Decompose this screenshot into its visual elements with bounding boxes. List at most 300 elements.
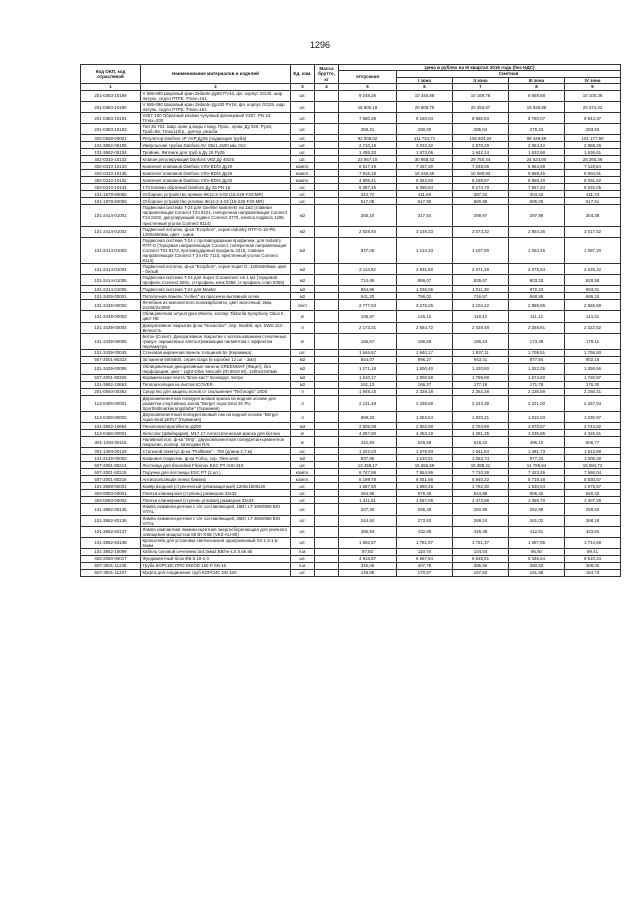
table-row [81, 333, 621, 349]
row-sales-price: 92 009,02 [339, 135, 397, 142]
table-row [81, 490, 621, 497]
row-zone-2-price: 2 243,38 [453, 395, 509, 411]
row-unit: шт. [291, 149, 315, 156]
table-row [81, 455, 621, 462]
row-zone-3-price: 505,32 [509, 490, 565, 497]
row-zone-3-price: 8 780,07 [509, 113, 565, 124]
row-unit: м2 [291, 237, 315, 263]
row-name: Sirnicolor (Швейцария), М17.17 Антистатическая краска для бетона [141, 430, 291, 437]
row-sales-price: 259,21 [339, 124, 397, 135]
row-sales-price: 346,06 [339, 562, 397, 569]
table-row [81, 191, 621, 198]
header-name: Наименование материалов и изделий [141, 65, 291, 84]
row-name: Ковровое покрытие, ф-ка Forbo, сер. Tiles wool [141, 455, 291, 462]
row-zone-2-price: 3 104,42 [453, 300, 509, 311]
row-zone-3-price: 6 346,54 [509, 555, 565, 562]
table-row [81, 264, 621, 275]
row-name: V 585-080 Шаровый кран Zeilante Ду100 PV16, фл. корпус GG25, шар латунь, седло PTFE, Tmax=151 [141, 101, 291, 112]
row-zone-3-price: 297,98 [509, 205, 565, 226]
row-code: 403-2060-00017 [81, 555, 141, 562]
row-mass [315, 333, 339, 349]
row-zone-4-price: 28 260,49 [565, 156, 621, 163]
row-sales-price: 484,95 [339, 490, 397, 497]
row-mass [315, 311, 339, 322]
price-table [80, 64, 621, 577]
row-zone-4-price: 7 119,54 [565, 163, 621, 170]
row-code: 402-0310-10133 [81, 163, 141, 170]
row-mass [315, 526, 339, 537]
row-zone-1-price: 1 579,93 [397, 448, 453, 455]
header-unit: Ед. изм. [291, 65, 315, 84]
row-zone-4-price: 283,93 [565, 124, 621, 135]
row-zone-2-price: 269,24 [453, 515, 509, 526]
row-zone-1-price: 1 500,40 [397, 363, 453, 374]
row-zone-4-price: 164,73 [565, 569, 621, 576]
row-zone-2-price: 3 073,32 [453, 226, 509, 237]
row-zone-4-price: 2 250,41 [565, 388, 621, 395]
row-zone-1-price: 2 328,18 [397, 388, 453, 395]
row-unit: м2 [291, 286, 315, 293]
row-mass [315, 490, 339, 497]
row-zone-1-price: 1 673,06 [397, 149, 453, 156]
row-zone-3-price: 4 236,85 [509, 430, 565, 437]
table-row [81, 497, 621, 504]
row-zone-2-price: 835,67 [453, 275, 509, 286]
row-mass [315, 374, 339, 381]
row-name: Антискользящая ленка бампер [141, 476, 291, 483]
table-row [81, 322, 621, 333]
row-zone-3-price: 1 322,05 [509, 363, 565, 374]
row-code: 201-0383-10190 [81, 101, 141, 112]
row-zone-2-price: 1 473,69 [453, 497, 509, 504]
table-row [81, 142, 621, 149]
row-name: Средство для защиты полов от скольжения "Technoglo" 2000 [141, 388, 291, 395]
row-zone-2-price: 10 169,76 [453, 90, 509, 101]
row-zone-4-price: 1 030,97 [565, 412, 621, 423]
row-code: 301-1494-00126 [81, 448, 141, 455]
table-row [81, 504, 621, 515]
row-zone-1-price: 8 150,04 [397, 113, 453, 124]
row-mass [315, 412, 339, 423]
row-name: Ковёр входной (ступенчатый грязезащитный) 1200x1500x20 [141, 483, 291, 490]
row-unit: л [291, 388, 315, 395]
row-name: Плитка клинкерная (ступень) размером 33x33 [141, 490, 291, 497]
row-zone-1-price: 1 850,45 [397, 483, 453, 490]
row-zone-2-price: 5 940,22 [453, 476, 509, 483]
row-zone-3-price: 2 889,96 [509, 300, 565, 311]
row-sales-price: 148,88 [339, 569, 397, 576]
row-zone-4-price: 1 756,93 [565, 349, 621, 356]
row-name: Двухкомпонентная полиуретановая краска на водной основе для разметки спортивных залов "Berger Aqua-Seal 2K PU Sportfeldmarkierungsfarbe" (Германия) [141, 395, 291, 411]
row-zone-4-price: 5 091,62 [565, 177, 621, 184]
row-sales-price: 6 397,45 [339, 184, 397, 191]
table-row [81, 476, 621, 483]
row-zone-1-price: 2 531,60 [397, 264, 453, 275]
row-name: 3d панели 500x500, серия Gaga (в коробке 12 шт - 3м2) [141, 356, 291, 363]
table-row [81, 569, 621, 576]
row-sales-price: 4 916,87 [339, 555, 397, 562]
row-sales-price: 641,20 [339, 293, 397, 300]
column-index: 6 [397, 83, 453, 90]
row-sales-price: 5 198,78 [339, 476, 397, 483]
row-unit: шт. [291, 184, 315, 191]
row-zone-2-price: 1 053,74 [453, 455, 509, 462]
row-unit: кг [291, 333, 315, 349]
row-name: Облицовочная штукатурка Minerix, колпер Tikkurila Symphony Obus II, цвет НЕ [141, 311, 291, 322]
row-unit: шт. [291, 462, 315, 469]
header-zone-4: IV зона [565, 77, 621, 83]
table-row [81, 548, 621, 555]
row-zone-3-price: 24 624,00 [509, 156, 565, 163]
row-zone-2-price: 285,04 [453, 124, 509, 135]
header-code: Код ОКП, код отраслевой [81, 65, 141, 84]
row-zone-2-price: 2 754,89 [453, 423, 509, 430]
table-row [81, 430, 621, 437]
row-mass [315, 562, 339, 569]
row-zone-4-price: 423,84 [565, 526, 621, 537]
table-row [81, 562, 621, 569]
row-code: 402-0310-10134 [81, 184, 141, 191]
row-code: 301-1494-00115 [81, 437, 141, 448]
row-zone-4-price: 101 177,96 [565, 135, 621, 142]
row-zone-1-price: 273,93 [397, 515, 453, 526]
row-mass [315, 476, 339, 483]
row-mass [315, 462, 339, 469]
row-mass [315, 177, 339, 184]
row-name: Подвесной потолок, ф-ка "Ecophon", серия Super G, 1200x600мм, цвет - белый [141, 264, 291, 275]
row-code: 402-0310-10132 [81, 156, 141, 163]
row-zone-2-price: 425,48 [453, 526, 509, 537]
row-code: 101-3862-83136 [81, 515, 141, 526]
row-unit: лист [291, 300, 315, 311]
row-zone-1-price: 6 051,66 [397, 476, 453, 483]
row-zone-3-price: 173,39 [509, 333, 565, 349]
row-sales-price: 947,06 [339, 237, 397, 263]
row-zone-4-price: 411,73 [565, 191, 621, 198]
row-code: 101-3862-05135 [81, 504, 141, 515]
row-unit: шт. [291, 555, 315, 562]
row-zone-1-price: 1 781,97 [397, 537, 453, 548]
row-zone-3-price: 1 481,73 [509, 448, 565, 455]
row-mass [315, 135, 339, 142]
row-zone-2-price: 516,22 [453, 437, 509, 448]
row-zone-2-price: 716,57 [453, 293, 509, 300]
row-zone-3-price: 171,78 [509, 381, 565, 388]
row-zone-3-price: 977,24 [509, 455, 565, 462]
row-mass [315, 101, 339, 112]
row-sales-price: 1 592,67 [339, 537, 397, 548]
row-zone-3-price: 7 423,46 [509, 469, 565, 476]
table-row [81, 177, 621, 184]
row-sales-price: 386,93 [339, 526, 397, 537]
row-zone-2-price: 2 978,29 [453, 142, 509, 149]
row-code: 101-3862-10099 [81, 548, 141, 555]
row-unit: шт. [291, 156, 315, 163]
row-unit: м2 [291, 356, 315, 363]
row-zone-1-price: 2 564,72 [397, 322, 453, 333]
row-zone-4-price: 304,38 [565, 205, 621, 226]
row-zone-3-price: 98 449,69 [509, 135, 565, 142]
row-zone-3-price: 19 829,88 [509, 101, 565, 112]
row-name: Подвесная система T-24 для Super G комплект на 1 м2 (торцевой профиль Connect 8261, U-профиль клик 0358, U-профиль слип 0359) [141, 275, 291, 286]
table-row [81, 275, 621, 286]
row-zone-2-price: 20 453,57 [453, 101, 509, 112]
table-row [81, 90, 621, 101]
row-zone-1-price: 1 063,54 [397, 412, 453, 423]
row-zone-2-price: 119,42 [453, 311, 509, 322]
row-sales-price: 23 667,10 [339, 156, 397, 163]
row-name: Пенополистирол/бетон Д200 [141, 423, 291, 430]
row-mass [315, 300, 339, 311]
row-mass [315, 163, 339, 170]
row-name: Комплект клапанов Danfoss VSV-BD/S Ду20 [141, 163, 291, 170]
row-name: Кронштейн для установки светильников однорожковый Х2-1,5-1,5-6хмм [141, 537, 291, 548]
row-zone-4-price: 1 744,58 [565, 537, 621, 548]
row-zone-2-price: 104,04 [453, 548, 509, 555]
table-row [81, 515, 621, 526]
row-zone-4-price: 7 566,04 [565, 469, 621, 476]
row-zone-2-price: 4 281,35 [453, 430, 509, 437]
row-zone-4-price: 902,15 [565, 356, 621, 363]
row-code: 101-2414-01005 [81, 275, 141, 286]
row-zone-1-price: 579,40 [397, 490, 453, 497]
row-zone-3-price: 605,00 [509, 198, 565, 205]
row-zone-2-price: 8 690,93 [453, 113, 509, 124]
row-unit: шт. [291, 135, 315, 142]
row-sales-price: 2 131,48 [339, 395, 397, 411]
table-row [81, 293, 621, 300]
row-code: 101-3862-05104 [81, 149, 141, 156]
row-name: V 585-080 Шаровый кран Zeilante Ду80 PV16, фл. корпус GG25, шар латунь, седло PTFE, Tmax=151 [141, 90, 291, 101]
row-zone-1-price: 7 437,30 [397, 163, 453, 170]
row-zone-4-price: 3 017,52 [565, 226, 621, 237]
row-code: 101-2414-01004 [81, 264, 141, 275]
row-code: 201-0383-10189 [81, 90, 141, 101]
row-mass [315, 191, 339, 198]
header-sales: отпускная [339, 71, 397, 84]
row-zone-1-price: 30 868,42 [397, 156, 453, 163]
table-row [81, 381, 621, 388]
column-index: 5 [339, 83, 397, 90]
row-zone-3-price: 5 718,18 [509, 476, 565, 483]
row-zone-4-price: 6 510,34 [565, 555, 621, 562]
row-zone-3-price: 1 697,95 [509, 537, 565, 548]
row-unit: компл. [291, 163, 315, 170]
table-row [81, 537, 621, 548]
table-row [81, 412, 621, 423]
row-zone-4-price: 2 969,59 [565, 300, 621, 311]
column-index: 8 [509, 83, 565, 90]
row-mass [315, 156, 339, 163]
row-zone-1-price: 7 854,95 [397, 469, 453, 476]
row-unit: м2 [291, 275, 315, 286]
row-unit: шт. [291, 537, 315, 548]
table-row [81, 374, 621, 381]
row-zone-1-price: 1 900,58 [397, 374, 453, 381]
row-name: V287-100 Обратный клапан чугунный фланцевый V287, PN 10, Tmax=200 [141, 113, 291, 124]
header-price-group: Цена в рублях на III квартал 2016 года (без НДС) [339, 65, 621, 71]
row-zone-3-price: 111,12 [509, 311, 565, 322]
row-zone-3-price: 496,10 [509, 437, 565, 448]
row-unit: л [291, 322, 315, 333]
row-zone-4-price: 1 636,61 [565, 149, 621, 156]
row-name: Бетон (Солит). Декоративное покрытие с использованием стеклянных гранул, окрашенных светоотражающим пигментом с эффектом перламутра [141, 333, 291, 349]
row-zone-2-price: 7 710,38 [453, 469, 509, 476]
row-zone-2-price: 1 752,30 [453, 483, 509, 490]
table-row [81, 349, 621, 356]
row-zone-4-price: 1 358,66 [565, 363, 621, 374]
row-zone-1-price: 5 363,50 [397, 177, 453, 184]
row-code: 101-3598-00001 [81, 483, 141, 490]
row-zone-1-price: 617,90 [397, 198, 453, 205]
row-unit: шт. [291, 490, 315, 497]
row-mass [315, 149, 339, 156]
row-zone-3-price: 1 632,68 [509, 149, 565, 156]
row-unit: шт. [291, 124, 315, 135]
row-unit: м2 [291, 205, 315, 226]
row-name: Облицовочные декоративные панели GREENMAT (Фацет), без перфорации, цвет - Light Olive Nescafe (RI 5619 W), 1200x2440мм [141, 363, 291, 374]
row-code: 113-0468-00001 [81, 430, 141, 437]
row-unit: шт. [291, 569, 315, 576]
row-sales-price: 6 747,98 [339, 469, 397, 476]
column-index: 1 [81, 83, 141, 90]
row-unit: м2 [291, 374, 315, 381]
row-zone-2-price: 2 262,28 [453, 388, 509, 395]
row-mass [315, 430, 339, 437]
row-unit: м3 [291, 423, 315, 430]
column-index: 2 [141, 83, 291, 90]
row-name: Фундаментный блок ФБ-0,19-2,0 [141, 555, 291, 562]
row-code: 302-0568-00001 [81, 135, 141, 142]
table-row [81, 163, 621, 170]
row-zone-2-price: 1 020,21 [453, 412, 509, 423]
row-zone-4-price: 5 830,57 [565, 476, 621, 483]
row-sales-price: 4 067,80 [339, 430, 397, 437]
row-code: 201-0593-00362 [81, 388, 141, 395]
row-zone-2-price: 1 837,11 [453, 349, 509, 356]
row-zone-3-price: 261,02 [509, 515, 565, 526]
row-code: 507-2001-80214 [81, 462, 141, 469]
row-zone-1-price: 1 940,17 [397, 349, 453, 356]
row-zone-3-price: 1 709,51 [509, 349, 565, 356]
row-zone-3-price: 6 659,58 [509, 90, 565, 101]
table-body [81, 90, 621, 576]
row-mass [315, 423, 339, 430]
row-zone-1-price: 1 120,51 [397, 455, 453, 462]
row-sales-price: 442,83 [339, 437, 397, 448]
row-sales-price: 2 113,52 [339, 264, 397, 275]
row-name: Регулятор Danfoss сР AVP Ду25 (подающая труба) [141, 135, 291, 142]
row-code: 101-3439-00006 [81, 363, 141, 374]
row-zone-1-price: 1 134,33 [397, 237, 453, 263]
row-zone-1-price: 15 656,59 [397, 462, 453, 469]
row-unit: л [291, 395, 315, 411]
row-sales-price: 2 505,08 [339, 423, 397, 430]
row-code: 101-1978-50083 [81, 198, 141, 205]
row-unit: кг [291, 430, 315, 437]
row-name: Поручни для лестницы ESC PT (2 шт.) [141, 469, 291, 476]
row-sales-price: 1 495,33 [339, 149, 397, 156]
row-code: 101-3439-00005 [81, 333, 141, 349]
row-sales-price: 9 248,26 [339, 90, 397, 101]
table-row [81, 101, 621, 112]
row-sales-price: 87,83 [339, 548, 397, 555]
row-zone-1-price: 407,78 [397, 562, 453, 569]
row-mass [315, 293, 339, 300]
row-code: 201-0383-10191 [81, 113, 141, 124]
row-unit: м2 [291, 363, 315, 374]
row-sales-price: 7 680,39 [339, 113, 397, 124]
row-code: 101-1978-50082 [81, 191, 141, 198]
row-zone-3-price: 972,23 [509, 286, 565, 293]
row-zone-1-price: 6 957,54 [397, 555, 453, 562]
row-zone-4-price: 1 087,20 [565, 237, 621, 263]
row-mass [315, 226, 339, 237]
row-sales-price: 1 271,18 [339, 363, 397, 374]
row-zone-2-price: 387,32 [453, 191, 509, 198]
row-name: Труба КОРСИС ПРО DN/OD 160 Р SN 16 [141, 562, 291, 569]
row-unit: кг [291, 437, 315, 448]
row-zone-3-price: 1 010,03 [509, 412, 565, 423]
row-zone-1-price: 432,89 [397, 526, 453, 537]
row-name: Лампа компактная люминесцентная энергосберегающая для уличного освещения мощностью 85 Вт KSE (VEZ-AU-85) [141, 526, 291, 537]
row-zone-4-price: 176,30 [565, 381, 621, 388]
row-zone-1-price: 10 246,59 [397, 170, 453, 177]
row-sales-price: 1 322,03 [339, 448, 397, 455]
row-sales-price: 106,87 [339, 311, 397, 322]
page-number: 1296 [309, 40, 331, 50]
row-zone-3-price: 2 854,36 [509, 226, 565, 237]
row-zone-2-price: 15 388,41 [453, 462, 509, 469]
row-zone-2-price: 1 642,14 [453, 149, 509, 156]
row-code: 507-3001-11237 [81, 569, 141, 576]
row-code: 101-2414-01006 [81, 286, 141, 293]
row-zone-4-price: 2 322,52 [565, 322, 621, 333]
row-unit: шт. [291, 515, 315, 526]
row-code: 403-0083-00002 [81, 497, 141, 504]
row-mass [315, 469, 339, 476]
row-unit: шт. [291, 90, 315, 101]
row-mass [315, 483, 339, 490]
row-zone-4-price: 114,21 [565, 311, 621, 322]
row-mass [315, 113, 339, 124]
row-mass [315, 237, 339, 263]
row-sales-price: 1 646,67 [339, 349, 397, 356]
row-sales-price: 344,72 [339, 191, 397, 198]
row-zone-2-price: 1 799,68 [453, 374, 509, 381]
row-zone-4-price: 685,32 [565, 293, 621, 300]
row-unit: компл. [291, 469, 315, 476]
row-zone-2-price: 186,24 [453, 333, 509, 349]
row-code: 201-0383-10192 [81, 124, 141, 135]
row-sales-price: 166,67 [339, 333, 397, 349]
row-unit: шт. [291, 198, 315, 205]
row-mass [315, 504, 339, 515]
row-code: 113-0409-00001 [81, 395, 141, 411]
row-zone-3-price: 403,22 [509, 191, 565, 198]
row-zone-1-price: 20 809,75 [397, 101, 453, 112]
row-code: 402-0310-10135 [81, 170, 141, 177]
row-code: 507-2001-80215 [81, 469, 141, 476]
row-sales-price: 1 311,61 [339, 497, 397, 504]
row-sales-price: 265,10 [339, 205, 397, 226]
row-mass [315, 497, 339, 504]
row-code: 101-2414-01002 [81, 226, 141, 237]
row-name: Кабель силовой сечением 3х4,0мм2 ВВГнг-LS 0,66 кВ [141, 548, 291, 555]
row-zone-3-price: 5 958,10 [509, 177, 565, 184]
row-sales-price: 151,13 [339, 381, 397, 388]
row-zone-2-price: 580,99 [453, 198, 509, 205]
